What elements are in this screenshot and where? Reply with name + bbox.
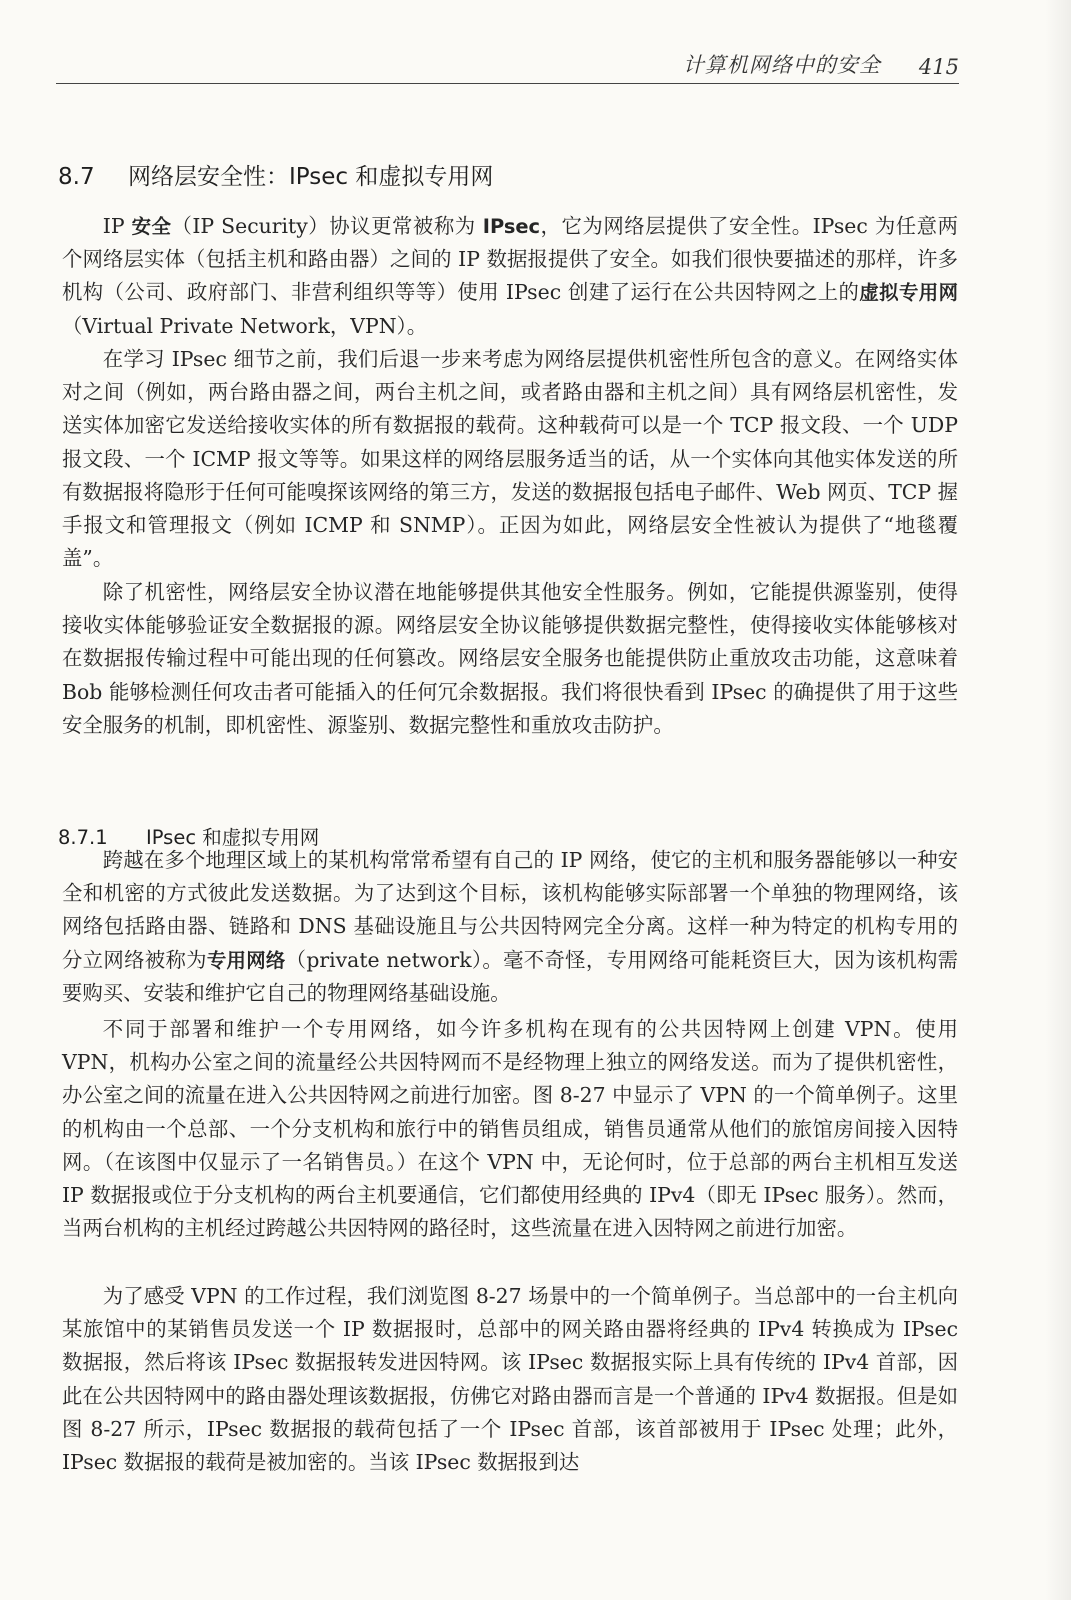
paragraph-4 [62,844,958,1010]
subsection-title: IPsec 和虚拟专用网 [146,826,320,849]
paragraph-text: 在学习 IPsec 细节之前，我们后退一步来考虑为网络层提供机密性所包含的意义。在网络实体对之间（例如，两台路由器之间，两台主机之间，或者路由器和主机之间）具有网络层机密性，发送实体加密它发送给接收实体的所有数据报的载荷。这种载荷可以是一个 TCP 报文段、一个 UDP 报文段、一个 ICMP 报文等等。如果这样的网络层服务适当的话，从一个实体向其他实体发送的所有数据报将隐形于任何可能嗅探该网络的第三方，发送的数据报包括电子邮件、Web 网页、TCP 握手报文和管理报文（例如 ICMP 和 SNMP）。正因为如此，网络层安全性被认为提供了“地毯覆盖”。 [62,347,958,571]
paragraph-3 [62,576,958,742]
running-header [56,50,959,84]
key-term-ipsec: IPsec [482,215,541,238]
paragraph-6 [62,1280,958,1479]
key-term-private-network: 专用网络 [206,948,286,972]
text-run: （Virtual Private Network，VPN）。 [62,313,428,338]
paragraph-1 [62,210,958,343]
subsection-number: 8.7.1 [58,826,108,849]
section-heading [58,158,493,191]
paragraph-text: 为了感受 VPN 的工作过程，我们浏览图 8-27 场景中的一个简单例子。当总部中的一台主机向某旅馆中的某销售员发送一个 IP 数据报时，总部中的网关路由器将经典的 IPv4 转换成为 IPsec 数据报，然后将该 IPsec 数据报转发进因特网。该 IPsec 数据报实际上具有传统的 IPv4 首部，因此在公共因特网中的路由器处理该数据报，仿佛它对路由器而言是一个普通的 IPv4 数据报。但是如图 8-27 所示，IPsec 数据报的载荷包括了一个 IPsec 首部，该首部被用于 IPsec 处理；此外，IPsec 数据报的载荷是被加密的。当该 IPsec 数据报到达 [62,1284,958,1475]
key-term-ip-security: 安全 [131,215,172,238]
paragraph-2 [62,343,958,575]
running-header-title: 计算机网络中的安全 [682,53,881,77]
text-run: （private network）。毫不奇怪，专用网络可能耗资巨大，因为该机构需要购买、安装和维护它自己的物理网络基础设施。 [62,947,959,1005]
section-title: 网络层安全性：IPsec 和虚拟专用网 [128,164,494,190]
section-number: 8.7 [58,164,95,190]
text-run: IP [102,214,132,238]
text-run: 跨越在多个地理区域上的某机构常常希望有自己的 IP 网络，使它的主机和服务器能够以一种安全和机密的方式彼此发送数据。为了达到这个目标，该机构能够实际部署一个单独的物理网络，该网络包括路由器、链路和 DNS 基础设施且与公共因特网完全分离。这样一种为特定的机构专用的分立网络被称为 [62,848,958,972]
paragraph-text: 除了机密性，网络层安全协议潜在地能够提供其他安全性服务。例如，它能提供源鉴别，使得接收实体能够验证安全数据报的源。网络层安全协议能够提供数据完整性，使得接收实体能够核对在数据报传输过程中可能出现的任何篡改。网络层安全服务也能提供防止重放攻击功能，这意味着 Bob 能够检测任何攻击者可能插入的任何冗余数据报。我们将很快看到 IPsec 的确提供了用于这些安全服务的机制，即机密性、源鉴别、数据完整性和重放攻击防护。 [62,580,958,737]
page-number: 415 [918,55,959,79]
paragraph-5 [62,1013,958,1245]
paragraph-text: 不同于部署和维护一个专用网络，如今许多机构在现有的公共因特网上创建 VPN。使用 VPN，机构办公室之间的流量经公共因特网而不是经物理上独立的网络发送。而为了提供机密性，办公室之间的流量在进入公共因特网之前进行加密。图 8-27 中显示了 VPN 的一个简单例子。这里的机构由一个总部、一个分支机构和旅行中的销售员组成，销售员通常从他们的旅馆房间接入因特网。（在该图中仅显示了一名销售员。）在这个 VPN 中，无论何时，位于总部的两台主机相互发送 IP 数据报或位于分支机构的两台主机要通信，它们都使用经典的 IPv4（即无 IPsec 服务）。然而，当两台机构的主机经过跨越公共因特网的路径时，这些流量在进入因特网之前进行加密。 [62,1017,958,1241]
text-run: （IP Security）协议更常被称为 [171,214,483,238]
page-edge-shadow [1045,0,1071,1600]
key-term-vpn: 虚拟专用网 [859,281,959,305]
text-run: ，它为网络层提供了安全性。IPsec 为任意两个网络层实体（包括主机和路由器）之间的 IP 数据报提供了安全。如我们很快要描述的那样，许多机构（公司、政府部门、非营利组织等等）使用 IPsec 创建了运行在公共因特网之上的 [62,214,958,305]
